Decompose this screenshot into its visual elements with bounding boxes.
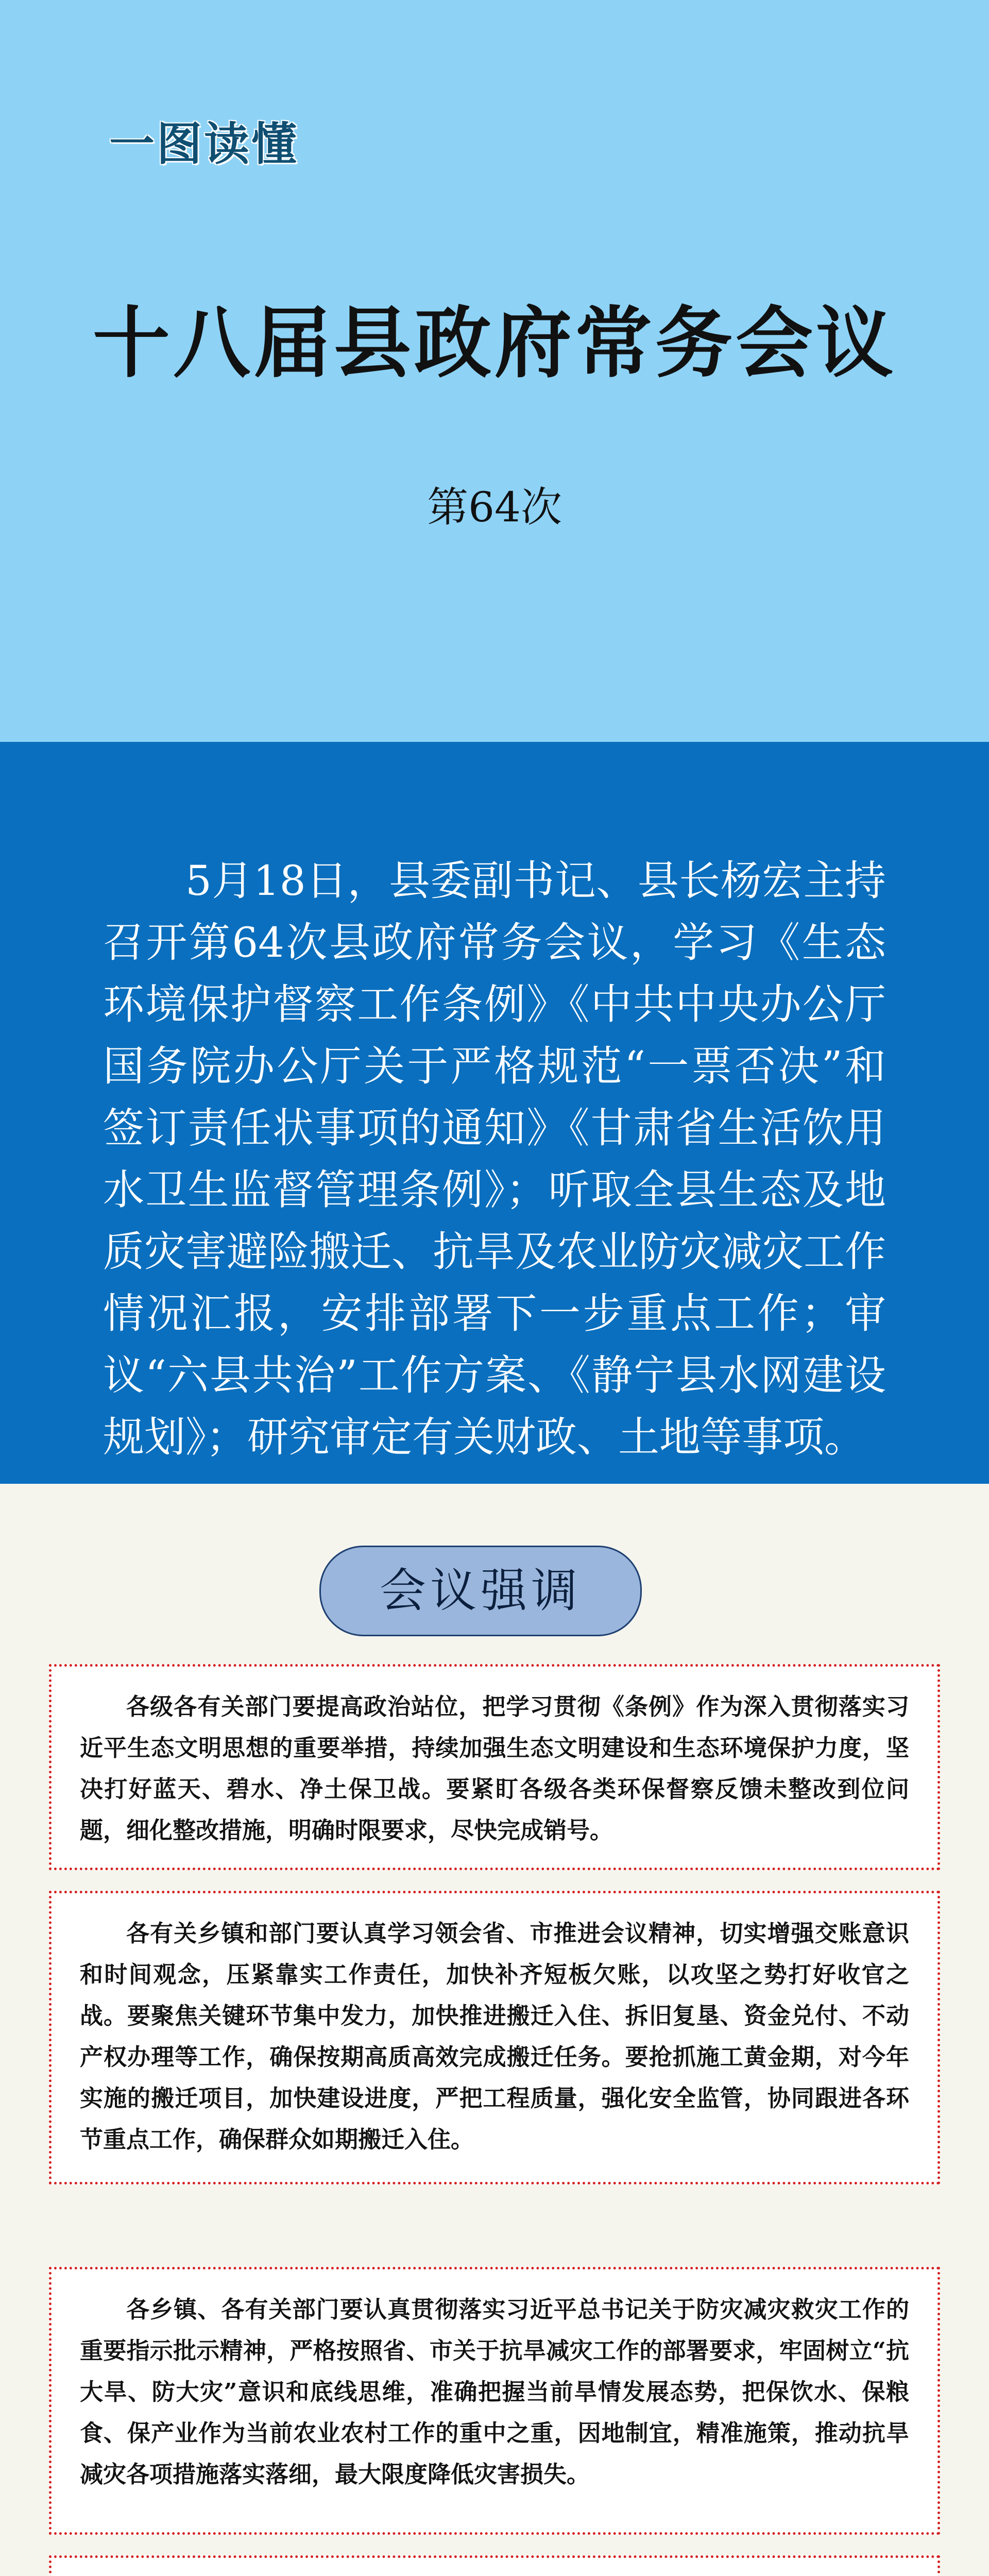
emphasis-text-3: 各乡镇、各有关部门要认真贯彻落实习近平总书记关于防灾减灾救灾工作的重要指示批示精神，严格按照省、市关于抗旱减灾工作的部署要求，牢固树立“抗大旱、防大灾”意识和底线思维，准确把握当前旱情发展态势，把保饮水、保粮食、保产业作为当前农业农村工作的重中之重，因地制宜，精准施策，推动抗旱减灾各项措施落实落细，最大限度降低灾害损失。 [80, 2296, 909, 2488]
session-number: 第64次 [427, 483, 562, 531]
emphasis-card-4 [49, 2555, 940, 2576]
header-band [0, 0, 989, 742]
emphasis-card-1 [49, 1664, 940, 1870]
summary-band [0, 742, 989, 1484]
emphasis-card-2 [49, 1891, 940, 2184]
emphasis-heading: 会议强调 [319, 1546, 642, 1636]
page-title: 十八届县政府常务会议 [92, 298, 896, 388]
emphasis-text-1: 各级各有关部门要提高政治站位，把学习贯彻《条例》作为深入贯彻落实习近平生态文明思想的重要举措，持续加强生态文明建设和生态环境保护力度，坚决打好蓝天、碧水、净土保卫战。要紧盯各级各类环保督察反馈未整改到位问题，细化整改措施，明确时限要求，尽快完成销号。 [80, 1693, 909, 1844]
logo-text: 一图读懂 [109, 117, 299, 171]
emphasis-card-3 [49, 2267, 940, 2535]
summary-text: 5月18日，县委副书记、县长杨宏主持召开第64次县政府常务会议，学习《生态环境保护督察工作条例》《中共中央办公厅国务院办公厅关于严格规范“一票否决”和签订责任状事项的通知》《甘肃省生活饮用水卫生监督管理条例》；听取全县生态及地质灾害避险搬迁、抗旱及农业防灾减灾工作情况汇报，安排部署下一步重点工作；审议“六县共治”工作方案、《静宁县水网建设规划》；研究审定有关财政、土地等事项。 [103, 857, 886, 1461]
emphasis-text-2: 各有关乡镇和部门要认真学习领会省、市推进会议精神，切实增强交账意识和时间观念，压紧靠实工作责任，加快补齐短板欠账，以攻坚之势打好收官之战。要聚焦关键环节集中发力，加快推进搬迁入住、拆旧复垦、资金兑付、不动产权办理等工作，确保按期高质高效完成搬迁任务。要抢抓施工黄金期，对今年实施的搬迁项目，加快建设进度，严把工程质量，强化安全监管，协同跟进各环节重点工作，确保群众如期搬迁入住。 [80, 1920, 909, 2153]
